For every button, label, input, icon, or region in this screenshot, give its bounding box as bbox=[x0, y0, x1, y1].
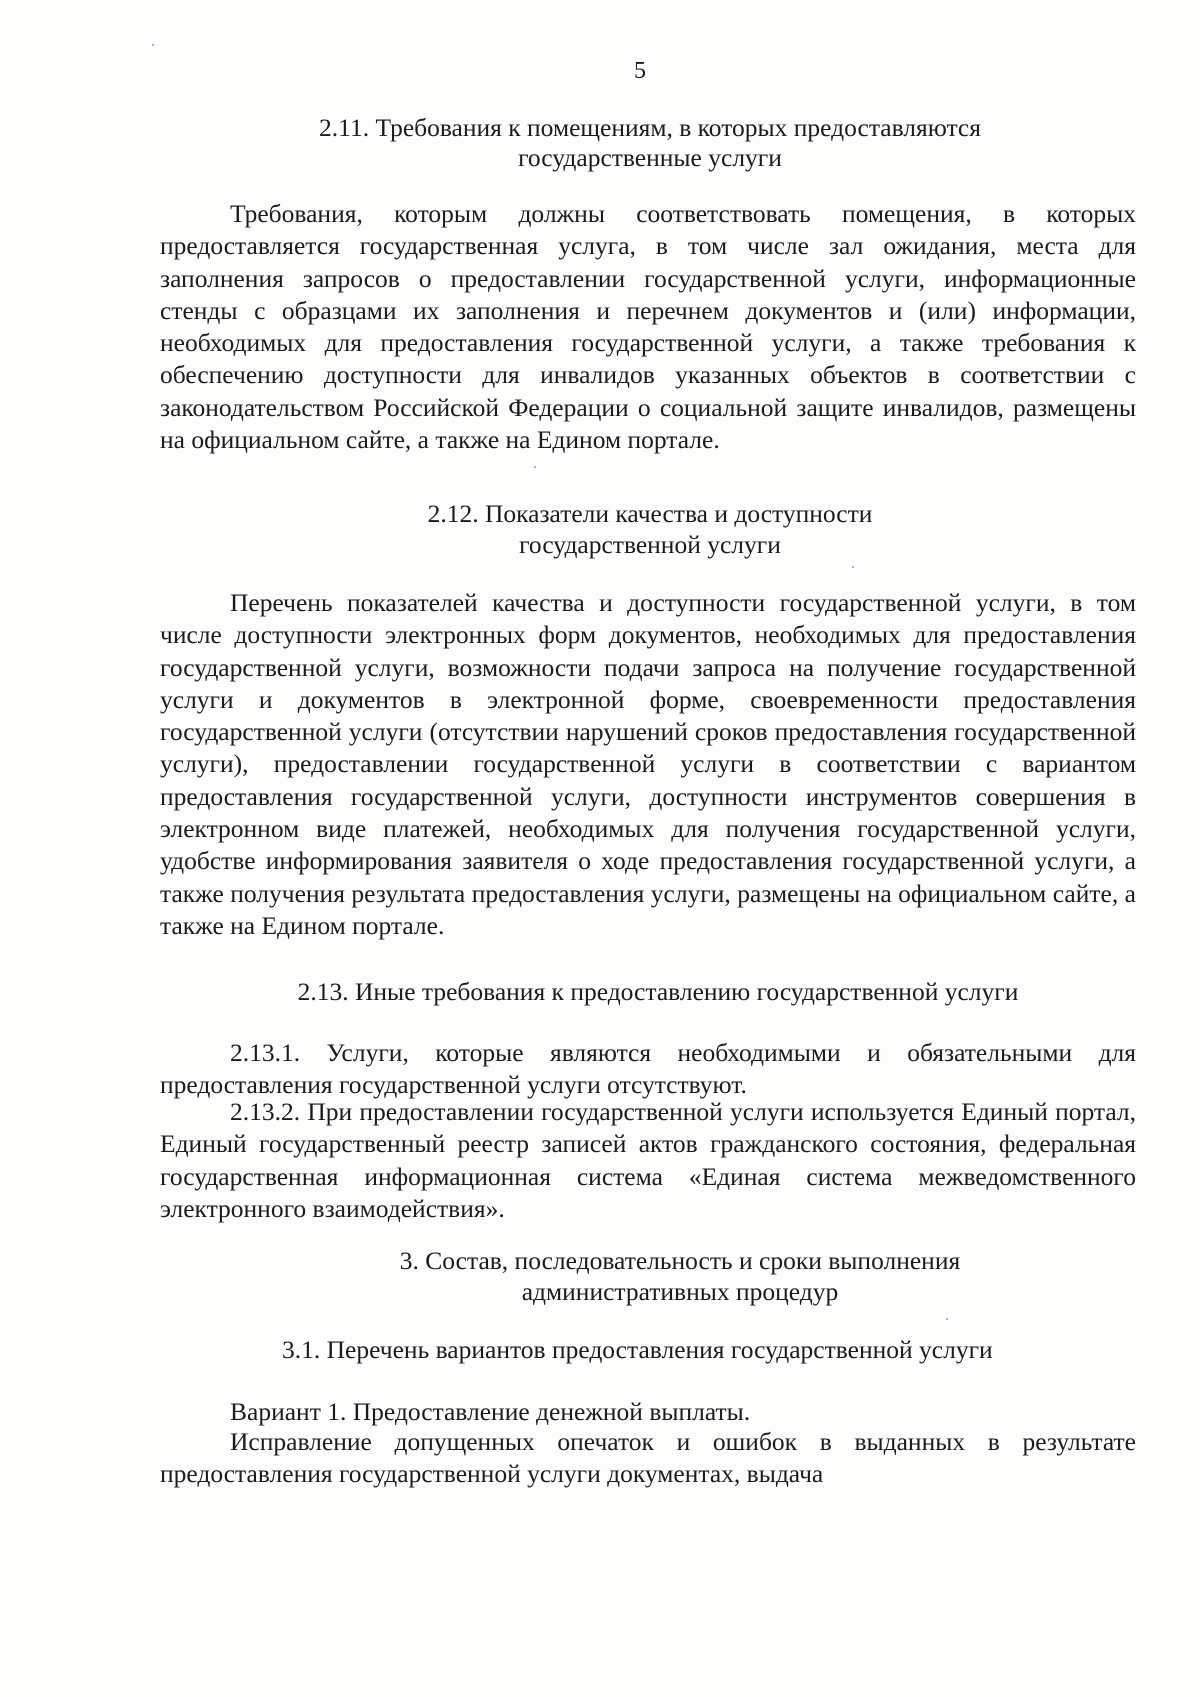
section-2-12-body: Перечень показателей качества и доступности государственной услуги, в том числе доступности электронных форм документов, необходимых для предоставления государственной услуги, возможности подачи запроса на получение государственной услуги и документов в электронной форме, своевременности предоставления государственной услуги (отсутствии нарушений сроков предоставления государственной услуги), предоставлении государственной услуги в соответствии с вариантом предоставления государственной услуги, доступности инструментов совершения в электронном виде платежей, необходимых для получения государственной услуги, удобстве информирования заявителя о ходе предоставления государственной услуги, а также получения результата предоставления услуги, размещены на официальном сайте, а также на Едином портале. bbox=[160, 588, 1136, 940]
section-3-heading-line2: административных процедур bbox=[521, 1277, 839, 1306]
section-2-13-para-1: 2.13.1. Услуги, которые являются необходимыми и обязательными для предоставления государственной услуги отсутствуют. bbox=[160, 1038, 1136, 1100]
scan-speck bbox=[946, 1318, 948, 1320]
section-3-heading-line1: 3. Состав, последовательность и сроки выполнения bbox=[399, 1246, 961, 1275]
scan-speck bbox=[152, 44, 154, 46]
section-2-11-body: Требования, которым должны соответствовать помещения, в которых предоставляется государственная услуга, в том числе зал ожидания, места для заполнения запросов о предоставлении государственной услуги, информационные стенды с образцами их заполнения и перечнем документов и (или) информации, необходимых для предоставления государственной услуги, а также требования к обеспечению доступности для инвалидов указанных объектов в соответствии с законодательством Российской Федерации о социальной защите инвалидов, размещены на официальном сайте, а также на Едином портале. bbox=[160, 199, 1136, 455]
section-3-1-heading: 3.1. Перечень вариантов предоставления государственной услуги bbox=[282, 1335, 993, 1364]
section-2-12-heading-line1: 2.12. Показатели качества и доступности bbox=[427, 499, 873, 528]
section-2-13-para-2: 2.13.2. При предоставлении государственной услуги используется Единый портал, Единый государственный реестр записей актов гражданского состояния, федеральная государственная информационная система «Единая система межведомственного электронного взаимодействия». bbox=[160, 1097, 1136, 1223]
page-number: 5 bbox=[634, 58, 646, 84]
section-3-1-para: Исправление допущенных опечаток и ошибок в выданных в результате предоставления государственной услуги документах, выдача bbox=[160, 1427, 1136, 1489]
scan-speck bbox=[852, 566, 854, 568]
section-2-12-heading-line2: государственной услуги bbox=[519, 530, 781, 559]
scan-speck bbox=[534, 466, 536, 468]
variant-1: Вариант 1. Предоставление денежной выплаты. bbox=[230, 1397, 751, 1426]
section-2-11-heading-line1: 2.11. Требования к помещениям, в которых предоставляются bbox=[319, 113, 981, 142]
section-2-11-heading-line2: государственные услуги bbox=[518, 143, 782, 172]
section-2-13-heading: 2.13. Иные требования к предоставлению государственной услуги bbox=[297, 977, 1019, 1006]
